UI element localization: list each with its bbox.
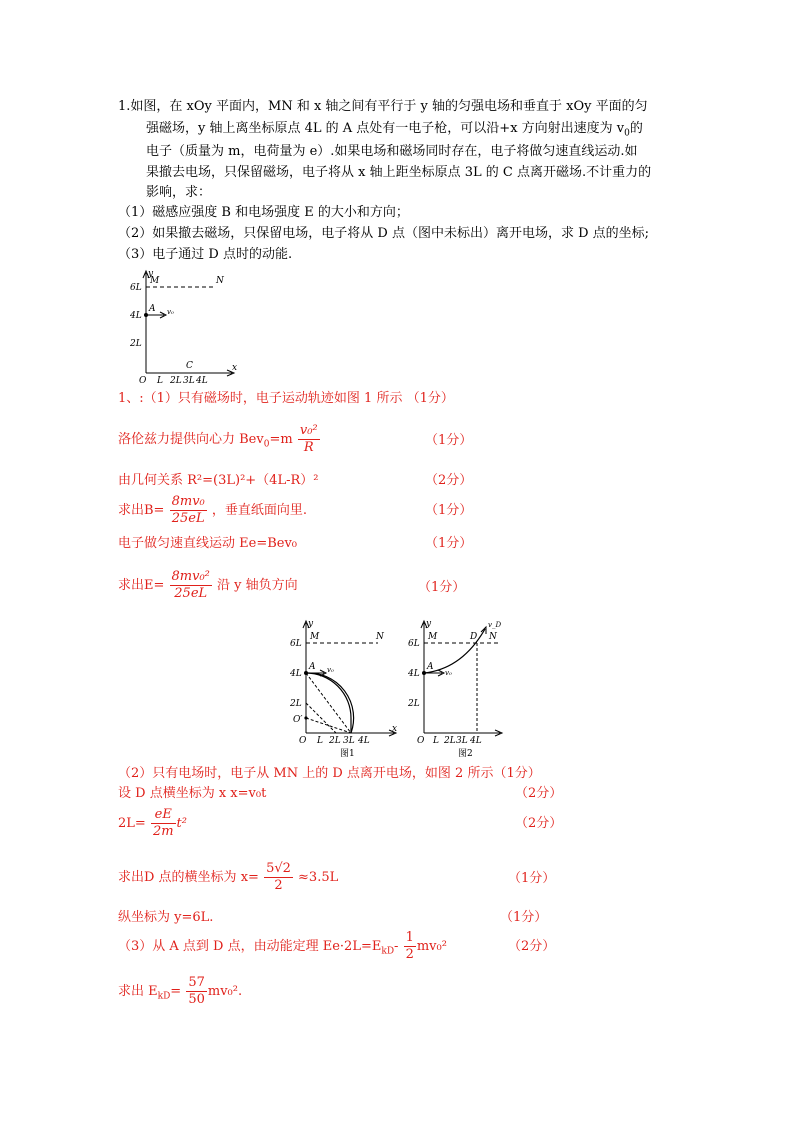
s13-num: 57 [188,975,205,990]
fig2-y: y [426,619,432,629]
s12-b: - [394,939,399,954]
fig2-6L: 6L [408,639,420,649]
fig-top-A: A [149,304,156,314]
fig1-Oprime: O′ [293,715,303,725]
fig1-3L-x: 3L [343,736,355,746]
s9-den: 2m [152,824,174,839]
s4-a: 求出B= [118,503,165,518]
fig-top-C: C [186,361,193,371]
fig1-O: O [299,736,307,746]
fig2-2L: 2L [408,699,420,709]
question-2: （2）如果撤去磁场，只保留电场，电子将从 D 点（图中未标出）离开电场，求 D 点的坐标; [118,226,650,241]
fig2-4L-x: 4L [470,736,482,746]
solution-line-2: 洛伦兹力提供向心力 Bev$_0$=m $\frac{\text{v₀²}}{R}$ [118,423,318,455]
problem-figure [124,267,240,387]
problem-line-4: 果撤去电场，只保留磁场，电子将从 x 轴上距坐标原点 3L 的 C 点离开磁场.不计重力的 [146,165,652,180]
s2-a: 洛伦兹力提供向心力 Bev [118,432,264,447]
s9-num: eE [151,807,176,824]
fig2-L: L [433,736,439,746]
fig-top-M: M [150,276,160,286]
fig-top-O: O [139,376,147,386]
solution-line-5: 电子做匀速直线运动 Ee=Bev₀ [118,536,298,551]
fig2-4L: 4L [408,669,420,679]
solution-line-8: 设 D 点横坐标为 x x=v₀t [118,786,267,801]
s9-a: 2L= [118,816,146,831]
s13-a: 求出 E [118,984,158,999]
s12-c: mv₀² [416,939,447,954]
fig2-caption: 图2 [458,749,473,759]
solution-line-3-score: （2分） [425,473,473,488]
fig-top-y-label: y [148,269,154,279]
fig1-y: y [308,619,314,629]
s13-c: mv₀². [207,984,243,999]
s10-num: 5√2 [266,861,291,876]
fig2-v0: v₀ [445,669,452,677]
fig-top-N: N [216,276,224,286]
solution-line-10-score: （1分） [508,871,556,886]
fig-top-4L: 4L [130,311,142,321]
s13-b: = [170,984,182,999]
solution-figures [282,617,504,759]
solution-line-13 [118,970,242,1019]
fig2-N: N [489,632,497,642]
problem-line-2-text: 强磁场，y 轴上离坐标原点 4L 的 A 点处有一电子枪，可以沿+x 方向射出速度为 v [146,121,625,136]
s2-den: R [303,440,314,455]
fig2-3L-x: 3L [456,736,468,746]
fig1-N: N [376,632,384,642]
s2-num: v₀² [299,423,318,438]
fig-top-4L-x: 4L [196,376,208,386]
solution-line-10 [118,856,338,900]
s12-den: 2 [405,947,414,962]
problem-line-5: 影响，求： [146,185,212,200]
solution-line-1: 1、:（1）只有磁场时，电子运动轨迹如图 1 所示 （1分） [118,391,454,406]
solution-line-5-score: （1分） [425,536,473,551]
s13-den: 50 [188,992,205,1007]
solution-line-4 [118,491,307,531]
s9-b: t² [176,816,187,831]
fig1-2L: 2L [290,699,302,709]
solution-line-12 [118,927,447,972]
solution-line-4-score: （1分） [425,503,473,518]
fig2-O: O [417,736,425,746]
s12-num: 1 [405,930,414,945]
solution-line-6-score: （1分） [418,580,466,595]
s13-sub: kD [157,991,171,1002]
s10-a: 求出D 点的横坐标为 x= [118,870,259,885]
solution-line-11: 纵坐标为 y=6L. [118,910,214,925]
s4-num: 8mv₀ [171,494,205,509]
s12-sub: kD [381,946,395,957]
fig1-caption: 图1 [340,749,355,759]
fig1-x: x [392,724,398,734]
fig1-2L-x: 2L [329,736,341,746]
s4-den: 25eL [171,511,205,526]
s6-b: 沿 y 轴负方向 [217,578,298,593]
solution-line-9-score: （2分） [515,816,563,831]
s10-b: ≈3.5L [298,870,339,885]
fig1-4L-x: 4L [358,736,370,746]
s6-den: 25eL [174,586,208,601]
fig-top-x-label: x [232,363,238,373]
solution-line-9 [118,802,187,846]
problem-line-1: 1.如图，在 xOy 平面内，MN 和 x 轴之间有平行于 y 轴的匀强电场和垂直于 xOy 平面的匀 [118,99,648,114]
fig-top-2L: 2L [130,339,142,349]
s12-a: （3）从 A 点到 D 点，由动能定理 Ee·2L=E [118,939,382,954]
s2-b: =m [269,432,293,447]
fig-top-2L-x: 2L [170,376,182,386]
fig1-v0: v₀ [327,666,334,674]
solution-line-2-score: （1分） [425,433,473,448]
fig1-6L: 6L [290,639,302,649]
fig2-vD: v_D [488,621,502,629]
problem-line-2: 强磁场，y 轴上离坐标原点 4L 的 A 点处有一电子枪，可以沿+x 方向射出速度为 $v_0$的 [146,121,643,139]
fig1-M: M [310,632,320,642]
solution-line-7: （2）只有电场时，电子从 MN 上的 D 点离开电场，如图 2 所示（1分） [118,766,541,781]
s10-den: 2 [274,878,283,893]
s6-a: 求出E= [118,578,165,593]
fig2-M: M [428,632,438,642]
fig2-D: D [470,632,478,642]
fig1-A: A [309,662,316,672]
question-3: （3）电子通过 D 点时的动能. [118,247,293,262]
question-1: （1）磁感应强度 B 和电场强度 E 的大小和方向； [118,205,409,220]
problem-line-3: 电子（质量为 m，电荷量为 e）.如果电场和磁场同时存在，电子将做匀速直线运动.如 [146,144,638,159]
fig-top-6L: 6L [130,283,142,293]
fig1-4L: 4L [290,669,302,679]
fig-top-L: L [157,376,163,386]
problem-line-2-tail: 的 [629,121,643,136]
fig-top-3L-x: 3L [183,376,195,386]
solution-line-3: 由几何关系 R²=(3L)²+（4L-R）² [118,473,319,488]
fig2-A: A [427,662,434,672]
solution-line-12-score: （2分） [508,939,556,954]
solution-line-8-score: （2分） [515,786,563,801]
solution-line-6 [118,564,298,608]
fig2-2L-x: 2L [444,736,456,746]
fig1-L: L [317,736,323,746]
fig-top-v0: v₀ [167,308,174,316]
solution-line-11-score: （1分） [500,910,548,925]
s6-num: 8mv₀² [171,569,210,584]
s4-b: ，垂直纸面向里. [211,503,308,518]
